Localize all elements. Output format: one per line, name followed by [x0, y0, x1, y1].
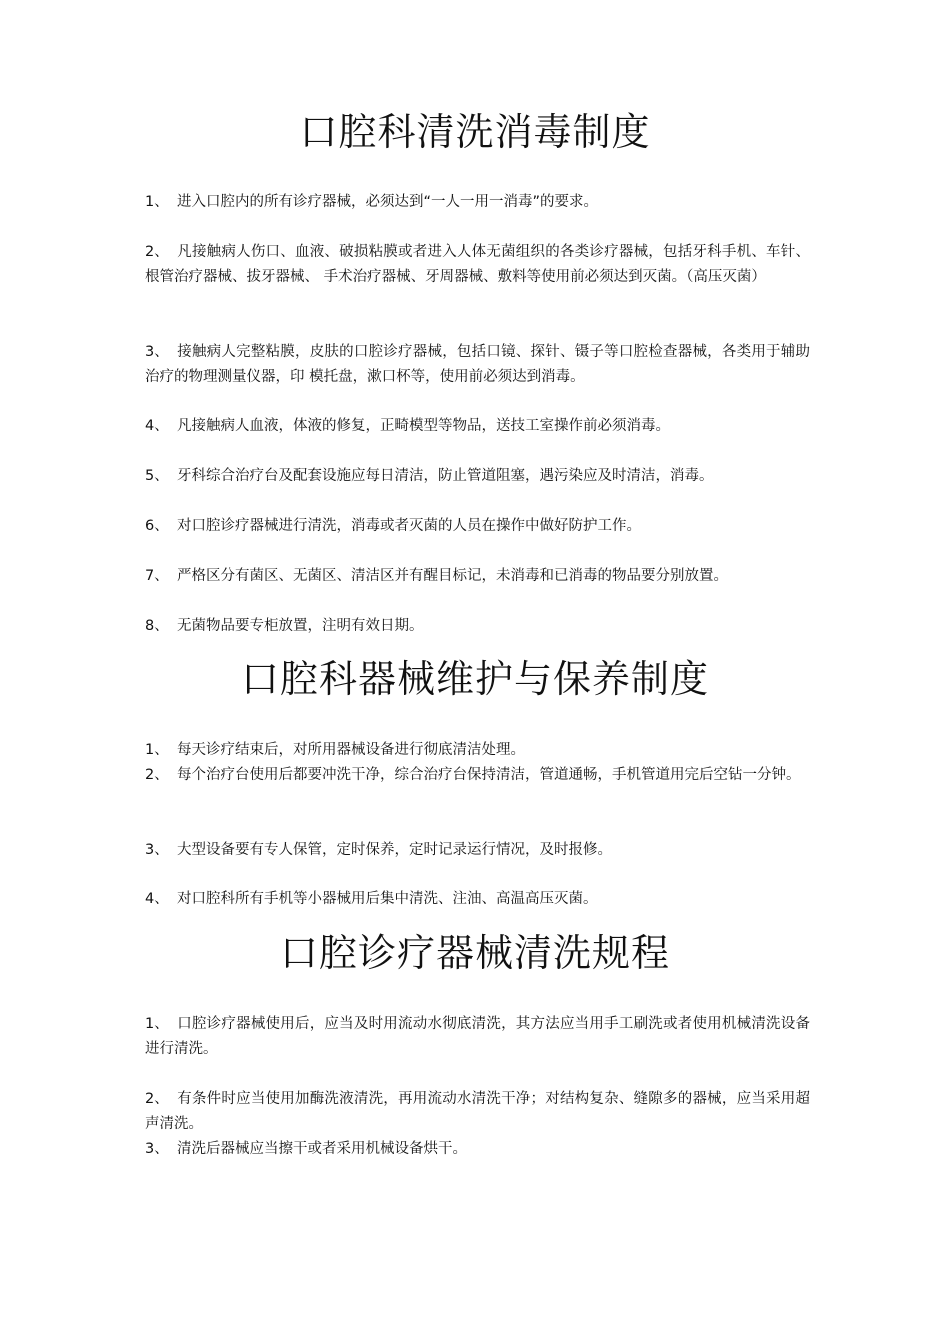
item-number: 6、 — [145, 518, 169, 534]
item-text: 每天诊疗结束后，对所用器械设备进行彻底清洁处理。 — [177, 742, 525, 758]
item-text: 牙科综合治疗台及配套设施应每日清洁，防止管道阻塞，遇污染应及时清洁，消毒。 — [177, 468, 714, 484]
item-text: 口腔诊疗器械使用后，应当及时用流动水彻底清洗，其方法应当用手工刷洗或者使用机械清洗设备进行清洗。 — [145, 1016, 810, 1057]
list-item — [145, 414, 810, 439]
list-item — [145, 514, 810, 539]
item-text: 大型设备要有专人保管，定时保养，定时记录运行情况，及时报修。 — [177, 842, 612, 858]
item-number: 7、 — [145, 568, 169, 584]
list-item — [145, 190, 810, 215]
item-text: 对口腔科所有手机等小器械用后集中清洗、注油、高温高压灭菌。 — [177, 891, 598, 907]
list-item — [145, 340, 810, 390]
item-text: 有条件时应当使用加酶洗液清洗，再用流动水清洗干净；对结构复杂、缝隙多的器械，应当采用超声清洗。 — [145, 1091, 810, 1132]
item-text: 清洗后器械应当擦干或者采用机械设备烘干。 — [177, 1141, 467, 1157]
item-number: 1、 — [145, 742, 169, 758]
item-number: 5、 — [145, 468, 169, 484]
item-text: 严格区分有菌区、无菌区、清洁区并有醒目标记，未消毒和已消毒的物品要分别放置。 — [177, 568, 728, 584]
item-number: 2、 — [145, 767, 169, 783]
item-number: 8、 — [145, 618, 169, 634]
item-number: 4、 — [145, 418, 169, 434]
item-number: 3、 — [145, 1141, 169, 1157]
item-number: 1、 — [145, 1016, 169, 1032]
list-item — [145, 1087, 810, 1137]
list-item — [145, 614, 810, 639]
item-number: 3、 — [145, 842, 169, 858]
list-item — [145, 240, 810, 290]
item-text: 接触病人完整粘膜，皮肤的口腔诊疗器械，包括口镜、探针、镊子等口腔检查器械，各类用于辅助治疗的物理测量仪器，印 模托盘，漱口杯等，使用前必须达到消毒。 — [145, 344, 810, 385]
item-text: 每个治疗台使用后都要冲洗干净，综合治疗台保持清洁，管道通畅，手机管道用完后空钻一分钟。 — [177, 767, 801, 783]
section-title-cleaning-procedure: 口腔诊疗器械清洗规程 — [279, 931, 670, 975]
item-number: 3、 — [145, 344, 169, 360]
list-item — [145, 738, 810, 763]
item-text: 无菌物品要专柜放置，注明有效日期。 — [177, 618, 424, 634]
item-number: 4、 — [145, 891, 169, 907]
list-item — [145, 1012, 810, 1062]
item-number: 2、 — [145, 244, 169, 260]
item-number: 2、 — [145, 1091, 169, 1107]
item-number: 1、 — [145, 194, 169, 210]
list-item — [145, 887, 810, 912]
list-item — [145, 838, 810, 863]
list-item — [145, 1137, 810, 1162]
section-title-disinfection: 口腔科清洗消毒制度 — [299, 110, 651, 154]
item-text: 进入口腔内的所有诊疗器械，必须达到“一人一用一消毒”的要求。 — [177, 194, 599, 210]
item-text: 凡接触病人伤口、血液、破损粘膜或者进入人体无菌组织的各类诊疗器械，包括牙科手机、车针、根管治疗器械、拔牙器械、 手术治疗器械、牙周器械、敷料等使用前必须达到灭菌。（高压灭菌） — [145, 244, 810, 285]
item-text: 对口腔诊疗器械进行清洗，消毒或者灭菌的人员在操作中做好防护工作。 — [177, 518, 641, 534]
item-text: 凡接触病人血液，体液的修复，正畸模型等物品，送技工室操作前必须消毒。 — [177, 418, 670, 434]
list-item — [145, 564, 810, 589]
section-title-maintenance: 口腔科器械维护与保养制度 — [240, 657, 709, 701]
list-item — [145, 763, 810, 788]
list-item — [145, 464, 810, 489]
